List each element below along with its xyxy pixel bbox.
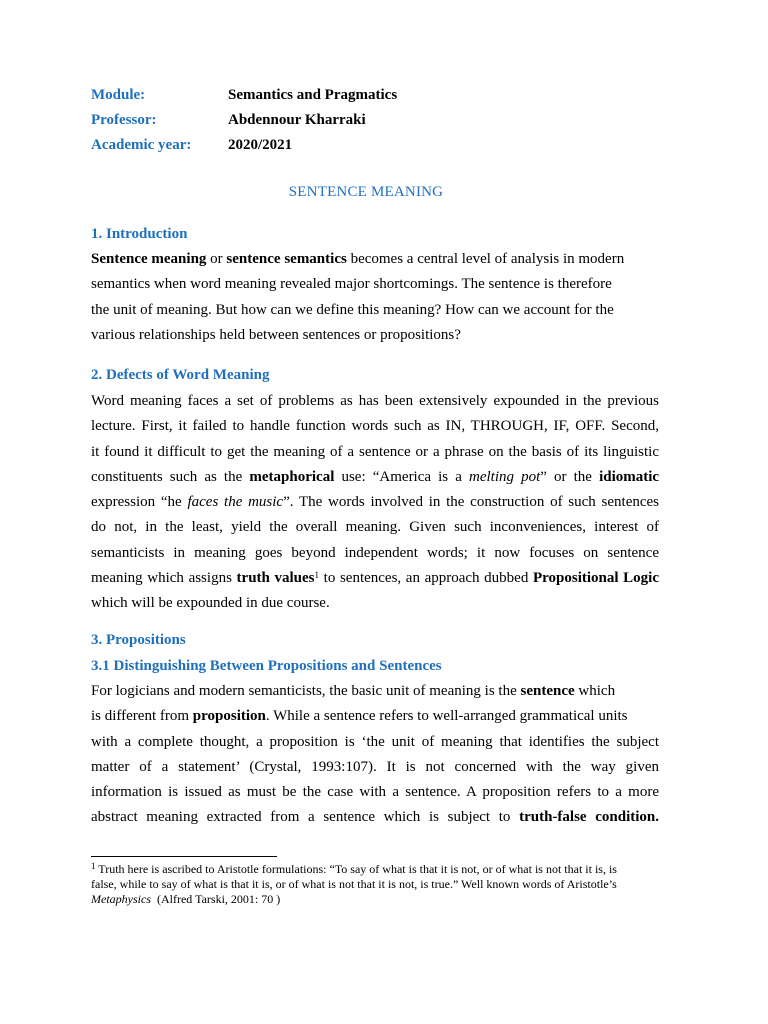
- propositions-heading: 3. Propositions: [91, 632, 186, 648]
- text-line: information is issued as must be the case with a sentence. A proposition refers to a more: [91, 784, 659, 801]
- module-row: [91, 84, 397, 109]
- text-line: For logicians and modern semanticists, the basic unit of meaning is the sentence which: [91, 683, 616, 699]
- course-info: [91, 84, 397, 159]
- text-line: is different from proposition. While a sentence refers to well-arranged grammatical units: [91, 708, 628, 725]
- academic-year-value: 2020/2021: [228, 137, 293, 153]
- propositions-subheading: 3.1 Distinguishing Between Propositions and Sentences: [91, 658, 442, 674]
- text-line: the unit of meaning. But how can we define this meaning? How can we account for the: [91, 301, 614, 318]
- text-line: $^1$ Truth here is ascribed to Aristotle formulations: “To say of what is that it is not, or of what is not that it is, is: [91, 861, 617, 876]
- defects-heading: 2. Defects of Word Meaning: [91, 367, 270, 383]
- text-line: semanticists in meaning goes beyond independent words; it now focuses on sentence: [91, 544, 659, 561]
- professor-row: [91, 109, 397, 134]
- text-line: various relationships held between sentences or propositions?: [91, 326, 461, 343]
- text-line: it found it difficult to get the meaning of a sentence or a phrase on the basis of its linguistic: [91, 443, 659, 460]
- professor-label: Professor:: [91, 112, 157, 128]
- text-line: with a complete thought, a proposition is ‘the unit of meaning that identifies the subject: [91, 733, 659, 750]
- bold-term: sentence semantics: [226, 251, 347, 267]
- text-line: lecture. First, it failed to handle function words such as IN, THROUGH, IF, OFF. Second,: [91, 418, 659, 435]
- text-line: abstract meaning extracted from a sentence which is subject to truth-false condition.: [91, 809, 659, 826]
- introduction-heading: 1. Introduction: [91, 226, 188, 242]
- module-label: Module:: [91, 87, 146, 103]
- defects-paragraph: [91, 389, 659, 617]
- text-line: Word meaning faces a set of problems as has been extensively expounded in the previous: [91, 393, 659, 409]
- text-line: expression “he faces the music”. The words involved in the construction of such sentences: [91, 494, 659, 511]
- text-line: Metaphysics (Alfred Tarski, 2001: 70 ): [91, 892, 281, 906]
- propositions-paragraph: [91, 679, 659, 831]
- introduction-paragraph: [91, 247, 659, 348]
- footnote-separator: [91, 856, 277, 857]
- document-title: SENTENCE MEANING: [288, 184, 444, 200]
- text-line: meaning which assigns truth values$^1$ to sentences, an approach dubbed Propositional Logic: [91, 570, 659, 587]
- footnote: [91, 862, 659, 907]
- academic-year-row: [91, 134, 397, 159]
- text-line: false, while to say of what is that it is, or of what is not that it is not, is true.” Well known words of Aristotle’s: [91, 877, 617, 891]
- text-line: do not, in the least, yield the overall meaning. Given such inconveniences, interest of: [91, 519, 659, 536]
- professor-value: Abdennour Kharraki: [228, 112, 366, 128]
- footnote-number: 1: [91, 861, 96, 871]
- academic-year-label: Academic year:: [91, 137, 192, 153]
- text-line: Sentence meaning or sentence semantics becomes a central level of analysis in modern: [91, 251, 625, 267]
- bold-term: Sentence meaning: [91, 251, 207, 267]
- text-line: matter of a statement’ (Crystal, 1993:107). It is not concerned with the way given: [91, 758, 659, 775]
- text-line: which will be expounded in due course.: [91, 595, 330, 612]
- text-line: constituents such as the metaphorical use: “America is a melting pot” or the idiomatic: [91, 468, 659, 485]
- footnote-ref: 1: [314, 570, 320, 581]
- module-value: Semantics and Pragmatics: [228, 87, 398, 103]
- text-line: semantics when word meaning revealed major shortcomings. The sentence is therefore: [91, 276, 612, 293]
